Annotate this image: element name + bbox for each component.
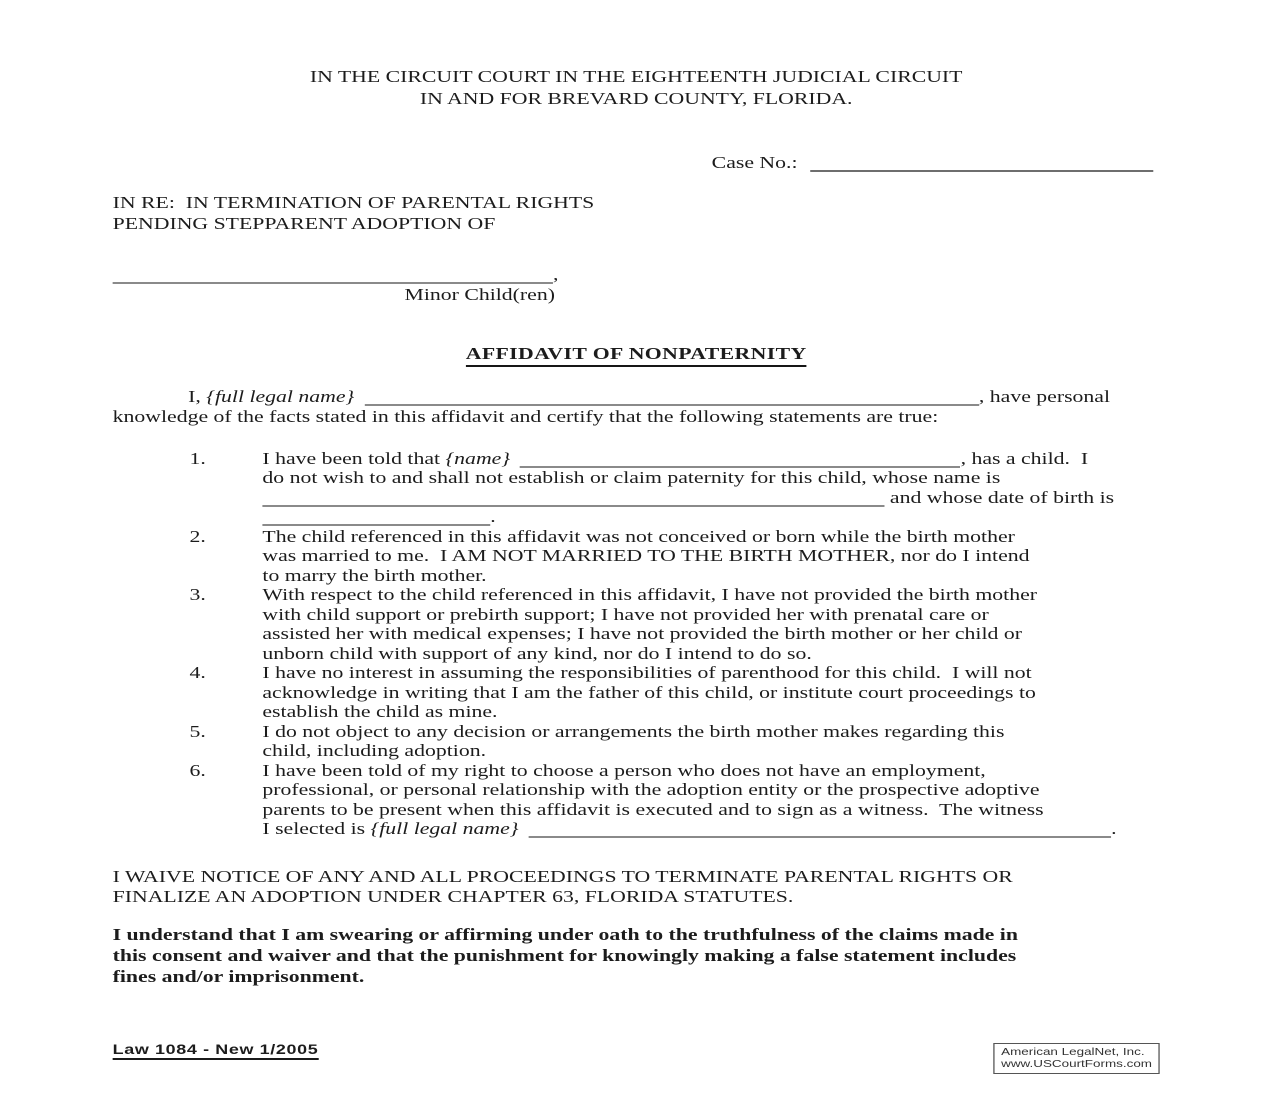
document-title: AFFIDAVIT OF NONPATERNITY [466,343,807,367]
item-line: to marry the birth mother. [262,565,487,585]
intro-post: , have personal [978,386,1111,406]
court-line-2: IN AND FOR BREVARD COUNTY, FLORIDA. [419,88,853,108]
item-number: 5. [189,721,206,741]
item-number: 1. [189,448,206,468]
list-item-3 [113,585,1160,663]
witness-name-blank [529,823,1111,838]
item-line: and whose date of birth is [262,488,1159,508]
item-number: 4. [189,663,206,682]
minor-child-name-row [113,265,1160,285]
list-item-2 [113,527,1160,586]
court-line-1: IN THE CIRCUIT COURT IN THE EIGHTEENTH JUDICIAL CIRCUIT [309,67,963,86]
name-placeholder: {name} [445,448,511,468]
item-line: I have been told of my right to choose a person who does not have an employment, [262,760,986,780]
minor-child-label: Minor Child(ren) [404,285,555,304]
intro-paragraph [113,387,1160,428]
oath-line-3: fines and/or imprisonment. [112,966,365,986]
item-line: child, including adoption. [262,741,487,760]
item-line: acknowledge in writing that I am the father of this child, or institute court proceedings to [262,682,1036,702]
item-line: I have no interest in assuming the responsibilities of parenthood for this child. I will not [262,663,1032,682]
intro-pre: I, [188,386,207,406]
item-line: assisted her with medical expenses; I have not provided the birth mother or her child or [262,624,1022,643]
in-re-block [113,193,1160,234]
item-number: 3. [189,585,206,604]
legalnet-company-line: American LegalNet, Inc. [1001,1045,1145,1058]
list-item-4 [113,663,1160,722]
case-number-row [113,153,1160,173]
father-name-blank [520,453,960,468]
court-caption [113,66,1160,109]
item-line: professional, or personal relationship with the adoption entity or the prospective adoptive [262,780,1040,799]
child-name-blank [262,492,884,507]
case-no-label: Case No.: [711,153,798,172]
waiver-line-2: FINALIZE AN ADOPTION UNDER CHAPTER 63, FLORIDA STATUTES. [112,887,794,906]
item-line: I selected is {full legal name} . [262,819,1117,838]
item-line: I do not object to any decision or arrangements the birth mother makes regarding this [262,721,1005,741]
legalnet-url-line: www.USCourtForms.com [1001,1058,1152,1070]
form-id-label: Law 1084 - New 1/2005 [113,1041,319,1060]
list-item-6 [113,761,1160,839]
in-re-line-1: IN RE: IN TERMINATION OF PARENTAL RIGHTS [112,193,595,212]
item-line: with child support or prebirth support; I have not provided her with prenatal care or [262,604,989,624]
minor-child-name-blank [113,269,553,284]
intro-line-2: knowledge of the facts stated in this affidavit and certify that the following statements are true: [112,407,939,426]
legalnet-stamp-box [993,1043,1159,1074]
numbered-statements [113,449,1160,839]
item-line: was married to me. I AM NOT MARRIED TO THE BIRTH MOTHER, nor do I intend [262,546,1030,565]
item-line: With respect to the child referenced in this affidavit, I have not provided the birth mother [262,585,1037,604]
item-line: I have been told that {name} , has a child. I [262,448,1089,468]
item-line: The child referenced in this affidavit was not conceived or born while the birth mother [262,526,1015,546]
oath-paragraph [113,924,1160,987]
oath-line-1: I understand that I am swearing or affirming under oath to the truthfulness of the claims made in [112,924,1018,944]
list-item-1 [113,449,1160,527]
witness-name-placeholder: {full legal name} [370,819,519,838]
item-number: 2. [189,526,206,546]
list-item-5 [113,722,1160,761]
case-no-blank [810,157,1153,172]
item-number: 6. [189,760,206,780]
full-legal-name-placeholder: {full legal name} [206,386,355,406]
item-line: establish the child as mine. [262,702,498,721]
oath-line-2: this consent and waiver and that the punishment for knowingly making a false statement includes [112,945,1017,965]
birth-date-blank [262,511,490,526]
in-re-line-2: PENDING STEPPARENT ADOPTION OF [112,213,496,233]
item-line: do not wish to and shall not establish or claim paternity for this child, whose name is [262,468,1001,487]
affiant-name-blank [365,391,979,406]
waiver-paragraph [113,867,1160,908]
item-line: parents to be present when this affidavit is executed and to sign as a witness. The witness [262,799,1044,819]
item-line: unborn child with support of any kind, nor do I intend to do so. [262,643,812,663]
comma: , [552,265,559,284]
item-line: . [262,507,1159,527]
page-footer [113,1041,1160,1074]
document-title-row [113,343,1160,367]
waiver-line-1: I WAIVE NOTICE OF ANY AND ALL PROCEEDINGS TO TERMINATE PARENTAL RIGHTS OR [112,866,1013,886]
intro-line-1 [113,387,1160,408]
